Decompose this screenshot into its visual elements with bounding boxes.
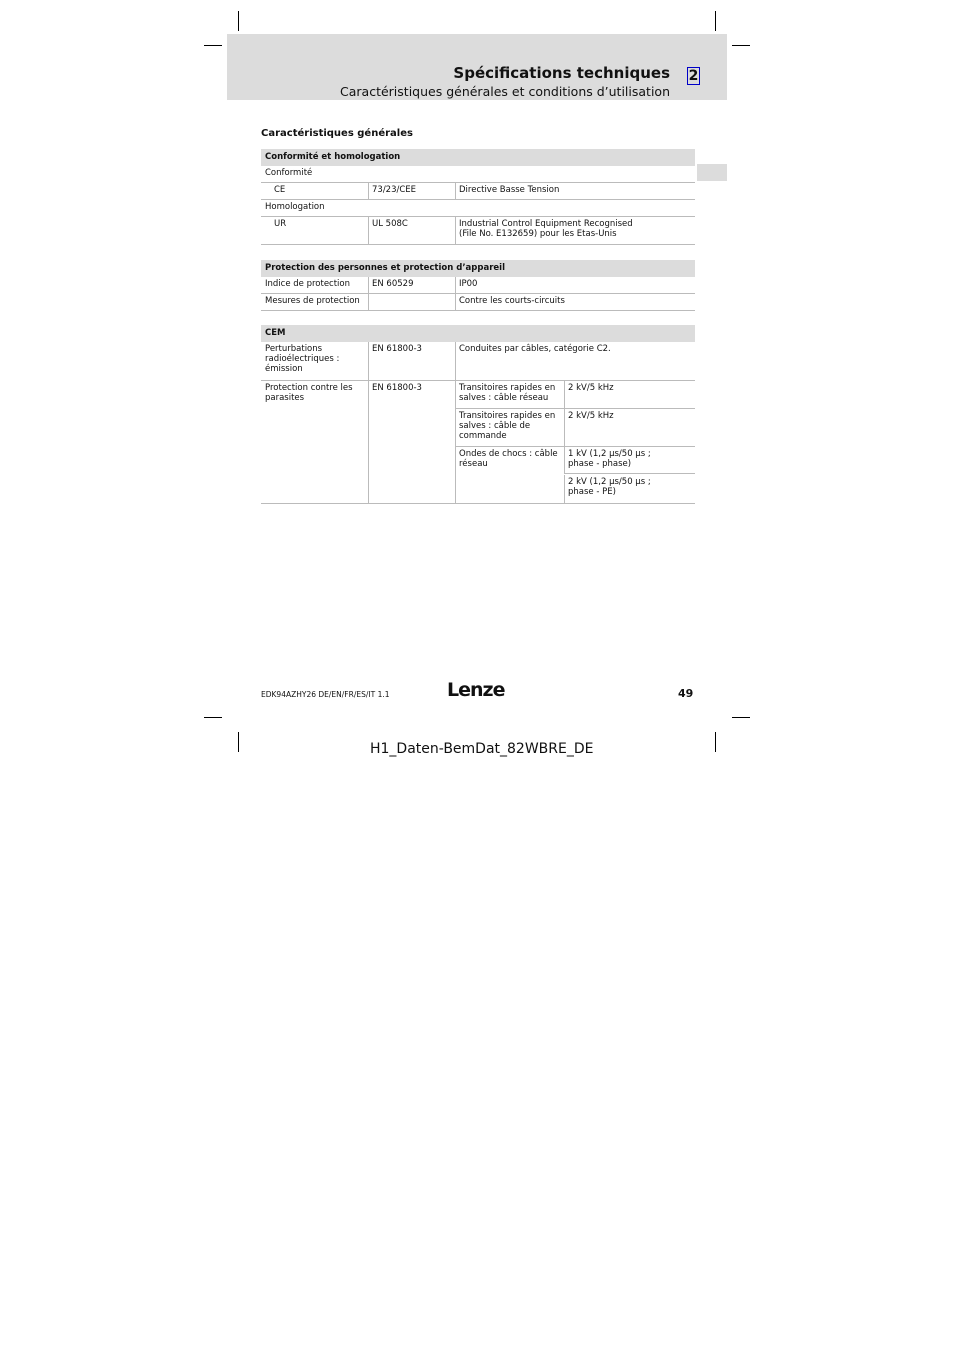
table-row: Perturbations radioélectriques : émission EN 61800-3 Conduites par câbles, catégorie C2. <box>261 342 695 381</box>
table-row: Conformité <box>261 166 695 183</box>
lenze-logo: Lenze <box>447 679 505 701</box>
page-title: Spécifications techniques <box>453 64 670 82</box>
table-subrow: Transitoires rapides en salves : câble réseau 2 kV/5 kHz <box>455 381 695 409</box>
crop-mark <box>715 732 716 752</box>
table-row: UR UL 508C Industrial Control Equipment Recognised (File No. E132659) pour les Etas-Unis <box>261 217 695 245</box>
page-subtitle: Caractéristiques générales et conditions d’utilisation <box>340 84 670 99</box>
crop-mark <box>732 717 750 718</box>
crop-mark <box>238 732 239 752</box>
table-row: CE 73/23/CEE Directive Basse Tension <box>261 183 695 200</box>
file-name: H1_Daten-BemDat_82WBRE_DE <box>370 741 594 757</box>
crop-mark <box>732 45 750 46</box>
conformity-table <box>261 149 695 245</box>
table-subrow: Ondes de chocs : câble réseau 1 kV (1,2 µs/50 µs ; phase - phase) 2 kV (1,2 µs/50 µs ; phase - PE) <box>455 447 695 503</box>
table-row: Mesures de protection Contre les courts-circuits <box>261 294 695 311</box>
crop-mark <box>238 11 239 31</box>
chapter-side-tab <box>697 164 727 181</box>
table-heading: CEM <box>261 325 695 342</box>
section-title: Caractéristiques générales <box>261 128 413 139</box>
table-heading: Conformité et homologation <box>261 149 695 166</box>
chapter-number-link[interactable]: 2 <box>688 68 699 84</box>
table-subrow: Transitoires rapides en salves : câble de commande 2 kV/5 kHz <box>455 409 695 447</box>
crop-mark <box>204 45 222 46</box>
table-row: Protection contre les parasites EN 61800-3 Transitoires rapides en salves : câble réseau 2 kV/5 kHz Transitoires rapides en salves : câble de commande 2 kV/5 kHz Ondes de chocs : câble réseau 1 kV (1,2 µs/50 µs ; phase - phase) 2 kV (1,2 µs/50 µs ; phase - PE) <box>261 381 695 504</box>
protection-table <box>261 260 695 311</box>
crop-mark <box>204 717 222 718</box>
table-row: Indice de protection EN 60529 IP00 <box>261 277 695 294</box>
page-header <box>227 34 727 100</box>
document-code: EDK94AZHY26 DE/EN/FR/ES/IT 1.1 <box>261 690 390 699</box>
crop-mark <box>715 11 716 31</box>
page-number: 49 <box>678 687 694 700</box>
cem-table <box>261 325 695 504</box>
table-row: Homologation <box>261 200 695 217</box>
table-heading: Protection des personnes et protection d’appareil <box>261 260 695 277</box>
